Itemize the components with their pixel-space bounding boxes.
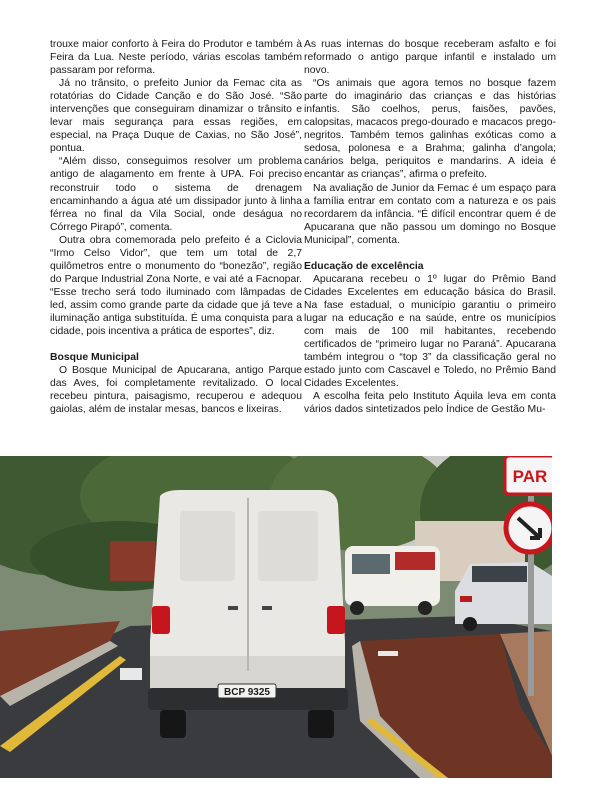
paragraph: trouxe maior conforto à Feira do Produtor e também à Feira da Lua. Neste período, várias escolas também passaram por reforma. — [50, 39, 302, 77]
street-sign-text: PAR — [512, 467, 548, 486]
street-photo — [0, 456, 552, 778]
right-column — [304, 38, 556, 416]
left-column — [50, 38, 302, 416]
paragraph: Outra obra comemorada pelo prefeito é a Ciclovia “Irmo Celso Vidor”, que tem um total de 2,7 quilômetros entre o monumento do “bonezão”, região do Parque Industrial Zona Norte, e vai até a Facnopar. “Esse trecho será todo iluminado com lâmpadas de led, assim como grande parte da cidade que já teve a iluminação antiga substituída. É uma conquista para a cidade, pois incentiva a prática de esportes”, diz. — [50, 234, 302, 338]
paragraph: A escolha feita pelo Instituto Áquila leva em conta vários dados sintetizados pelo Índice de Gestão Mu- — [304, 391, 556, 416]
paragraph: As ruas internas do bosque receberam asfalto e foi reformado o antigo parque infantil e instalado um novo. — [304, 39, 556, 77]
paragraph: O Bosque Municipal de Apucarana, antigo Parque das Aves, foi completamente revitalizado. O local recebeu pintura, paisagismo, recuperou e adequou gaiolas, além de instalar mesas, bancos e lixeiras. — [50, 365, 302, 416]
paragraph: “Além disso, conseguimos resolver um problema antigo de alagamento em frente à UPA. Foi preciso reconstruir todo o sistema de drenagem encaminhando a água até um dissipador junto à linha férrea no final da Vila Social, onde deságua no Córrego Pirapó”, comenta. — [50, 156, 302, 233]
license-plate: BCP 9325 — [224, 687, 270, 698]
paragraph: Na avaliação de Junior da Femac é um espaço para a família entrar em contato com a natureza e os pais recordarem da infância. “É difícil encontrar quem é de Apucarana que não passou um domingo no Bosque Municipal”, comenta. — [304, 182, 556, 246]
section-heading: Educação de excelência — [304, 260, 424, 272]
paragraph: Apucarana recebeu o 1º lugar do Prêmio Band Cidades Excelentes em educação básica do Brasil. Na fase estadual, o município garantiu o primeiro lugar na educação e na saúde, entre os municípios com mais de 100 mil habitantes, recebendo certificados de “primeiro lugar no Paraná”. Apucarana também integrou o “top 3” da classificação geral no estado junto com Cascavel e Toledo, no Prêmio Band Cidades Excelentes. — [304, 273, 556, 390]
paragraph: “Os animais que agora temos no bosque fazem parte do imaginário das crianças e das histórias infantis. São coelhos, perus, faisões, pavões, calopsitas, macacos prego-dourado e macacos prego-negritos. Também temos galinhas exóticas como a sedosa, polonesa e a Brahma; galinha d’angola; canários belga, periquitos e mandarins. A ideia é encantar as crianças”, afirma o prefeito. — [304, 78, 556, 181]
section-heading: Bosque Municipal — [50, 352, 139, 364]
paragraph: Já no trânsito, o prefeito Junior da Femac cita as rotatórias do Cidade Canção e do São José. “São intervenções que conseguiram dinamizar o trânsito e levar mais segurança para essas regiões, em especial, na Praça Duque de Caxias, no São José”, pontua. — [50, 78, 302, 155]
